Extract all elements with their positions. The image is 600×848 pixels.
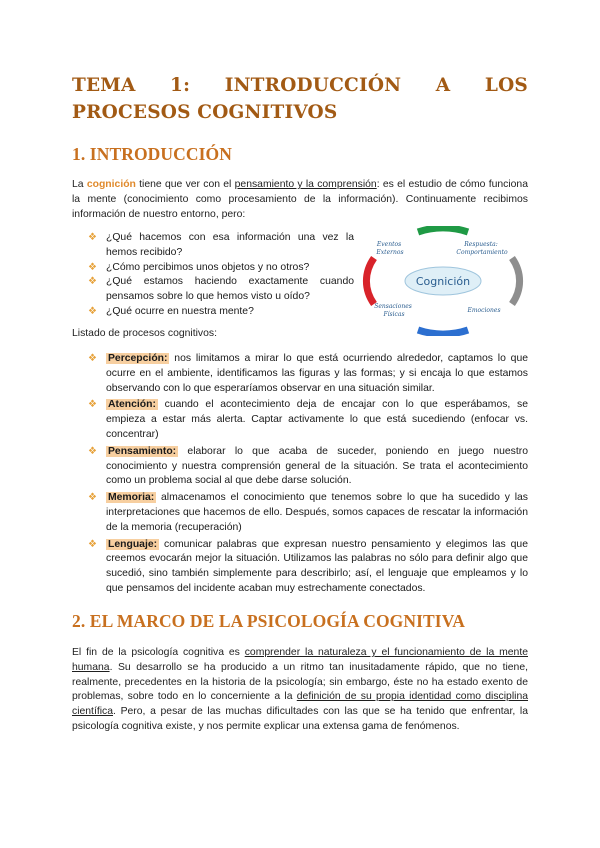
marco-text-1: El fin de la psicología cognitiva es — [72, 647, 245, 658]
marco-text-3: . Pero, a pesar de las muchas dificultades con las que se ha tenido que enfrentar, la psicología cognitiva existe, y nos permite explicar una extensa gama de fenómenos. — [72, 706, 528, 732]
questions-list — [88, 231, 354, 320]
list-item — [88, 275, 354, 305]
underlined-mente-humana: comprender la naturaleza y el funcionamiento de la mente humana — [72, 647, 528, 673]
marco-paragraph — [72, 646, 528, 735]
label-eventos-line2: Externos — [376, 249, 404, 256]
process-term: Memoria: — [108, 492, 155, 504]
list-intro: Listado de procesos cognitivos: — [72, 328, 217, 339]
diamond-bullet-icon: ❖ — [88, 538, 97, 550]
question-text: ¿Qué ocurre en nuestra mente? — [106, 305, 254, 317]
label-eventos-line1: Eventos — [376, 241, 402, 248]
list-item — [88, 538, 528, 597]
list-item — [88, 261, 354, 276]
diamond-bullet-icon: ❖ — [88, 305, 97, 317]
list-item — [88, 305, 354, 320]
green-arc — [418, 228, 468, 232]
label-sensaciones-line1: Sensaciones — [374, 303, 412, 310]
label-sensaciones — [374, 303, 414, 318]
process-text: nos limitamos a mirar lo que está ocurriendo alrededor, captamos lo que ocurre en el ambiente, identificamos las figuras y las formas; y si encaja lo que estamos observando con lo que esperaríamos observar en una situación similar. — [106, 353, 528, 394]
list-item — [88, 352, 528, 396]
intro-text-pre: La — [72, 179, 87, 190]
label-emociones: Emociones — [467, 307, 501, 314]
diamond-bullet-icon: ❖ — [88, 353, 97, 364]
keyword-cognicion: cognición — [86, 179, 136, 190]
section-heading-marco: 2. EL MARCO DE LA PSICOLOGÍA COGNITIVA — [72, 611, 465, 631]
cognition-cycle-diagram — [360, 226, 526, 336]
process-term: Lenguaje: — [108, 538, 158, 550]
list-item — [88, 445, 528, 489]
process-term: Percepción: — [108, 353, 168, 364]
process-term: Atención: — [108, 399, 156, 411]
underlined-pensamiento: pensamiento y la comprensión — [234, 179, 377, 190]
process-term: Pensamiento: — [108, 445, 177, 457]
process-text: elaborar lo que acaba de suceder, poniendo en juego nuestro conocimiento y nuestra comprensión general de la situación. Se trata el acontecimiento como un problema social al que debe darse solución. — [106, 445, 528, 487]
underlined-identidad: definición de su propia identidad como disciplina científica — [72, 691, 529, 718]
diamond-bullet-icon: ❖ — [88, 492, 97, 504]
question-text: ¿Qué hacemos con esa información una vez la hemos recibido? — [106, 232, 354, 258]
diamond-bullet-icon: ❖ — [88, 276, 97, 288]
diamond-bullet-icon: ❖ — [88, 232, 97, 243]
process-text: almacenamos el conocimiento que tenemos sobre lo que ha sucedido y las interpretaciones que hacemos de ello. Después, somos capaces de rescatar la información de la memoria (recuperación) — [106, 492, 528, 533]
label-respuesta-line1: Respuesta: — [464, 241, 498, 248]
label-respuesta — [456, 241, 508, 256]
diamond-bullet-icon: ❖ — [88, 261, 97, 273]
red-arc — [366, 258, 374, 304]
process-text: cuando el acontecimiento deja de encajar con lo que esperábamos, se empieza a estar más alerta. Captar activamente lo que está sucediendo (enfocar vs. concentrar) — [106, 399, 528, 440]
center-label: Cognición — [415, 275, 471, 288]
label-sensaciones-line2: Físicas — [383, 311, 405, 318]
diamond-bullet-icon: ❖ — [88, 445, 97, 457]
grey-arc — [512, 258, 520, 304]
list-item — [88, 491, 528, 535]
page-title: TEMA 1: INTRODUCCIÓN A LOS PROCESOS COGNITIVOS — [72, 75, 528, 123]
diamond-bullet-icon: ❖ — [88, 399, 97, 411]
processes-list — [88, 352, 528, 599]
label-eventos — [375, 241, 403, 256]
question-text: ¿Cómo percibimos unos objetos y no otros? — [106, 261, 310, 273]
marco-text-2: . Su desarrollo se ha producido a un ritmo tan inusitadamente rápido, que no tiene, realmente, precedentes en la historia de la psicología; sin embargo, éste no ha estado exento de problemas, sobre todo en lo concerniente a la — [72, 661, 528, 703]
intro-text-mid: tiene que ver con el — [135, 179, 235, 190]
intro-text-post: : es el estudio de cómo funciona la mente (conocimiento como procesamiento de la información). Continuamente recibimos información de nuestro entorno, pero: — [72, 179, 528, 220]
question-text: ¿Qué estamos haciendo exactamente cuando pensamos sobre lo que hemos visto u oído? — [106, 276, 354, 303]
section-heading-introduccion: 1. INTRODUCCIÓN — [72, 144, 232, 164]
process-text: comunicar palabras que expresan nuestro pensamiento y elegimos las que creemos evocarán mejor la situación. Utilizamos las palabras no sólo para definir algo que sucedió, sino también simplemente para describirlo; así, el lenguaje que empleamos y lo que pensamos del incidente acaban muy estrechamente conectados. — [106, 538, 528, 594]
list-item — [88, 231, 354, 261]
list-item — [88, 398, 528, 442]
intro-paragraph — [72, 178, 528, 222]
label-respuesta-line2: Comportamiento — [456, 249, 508, 256]
